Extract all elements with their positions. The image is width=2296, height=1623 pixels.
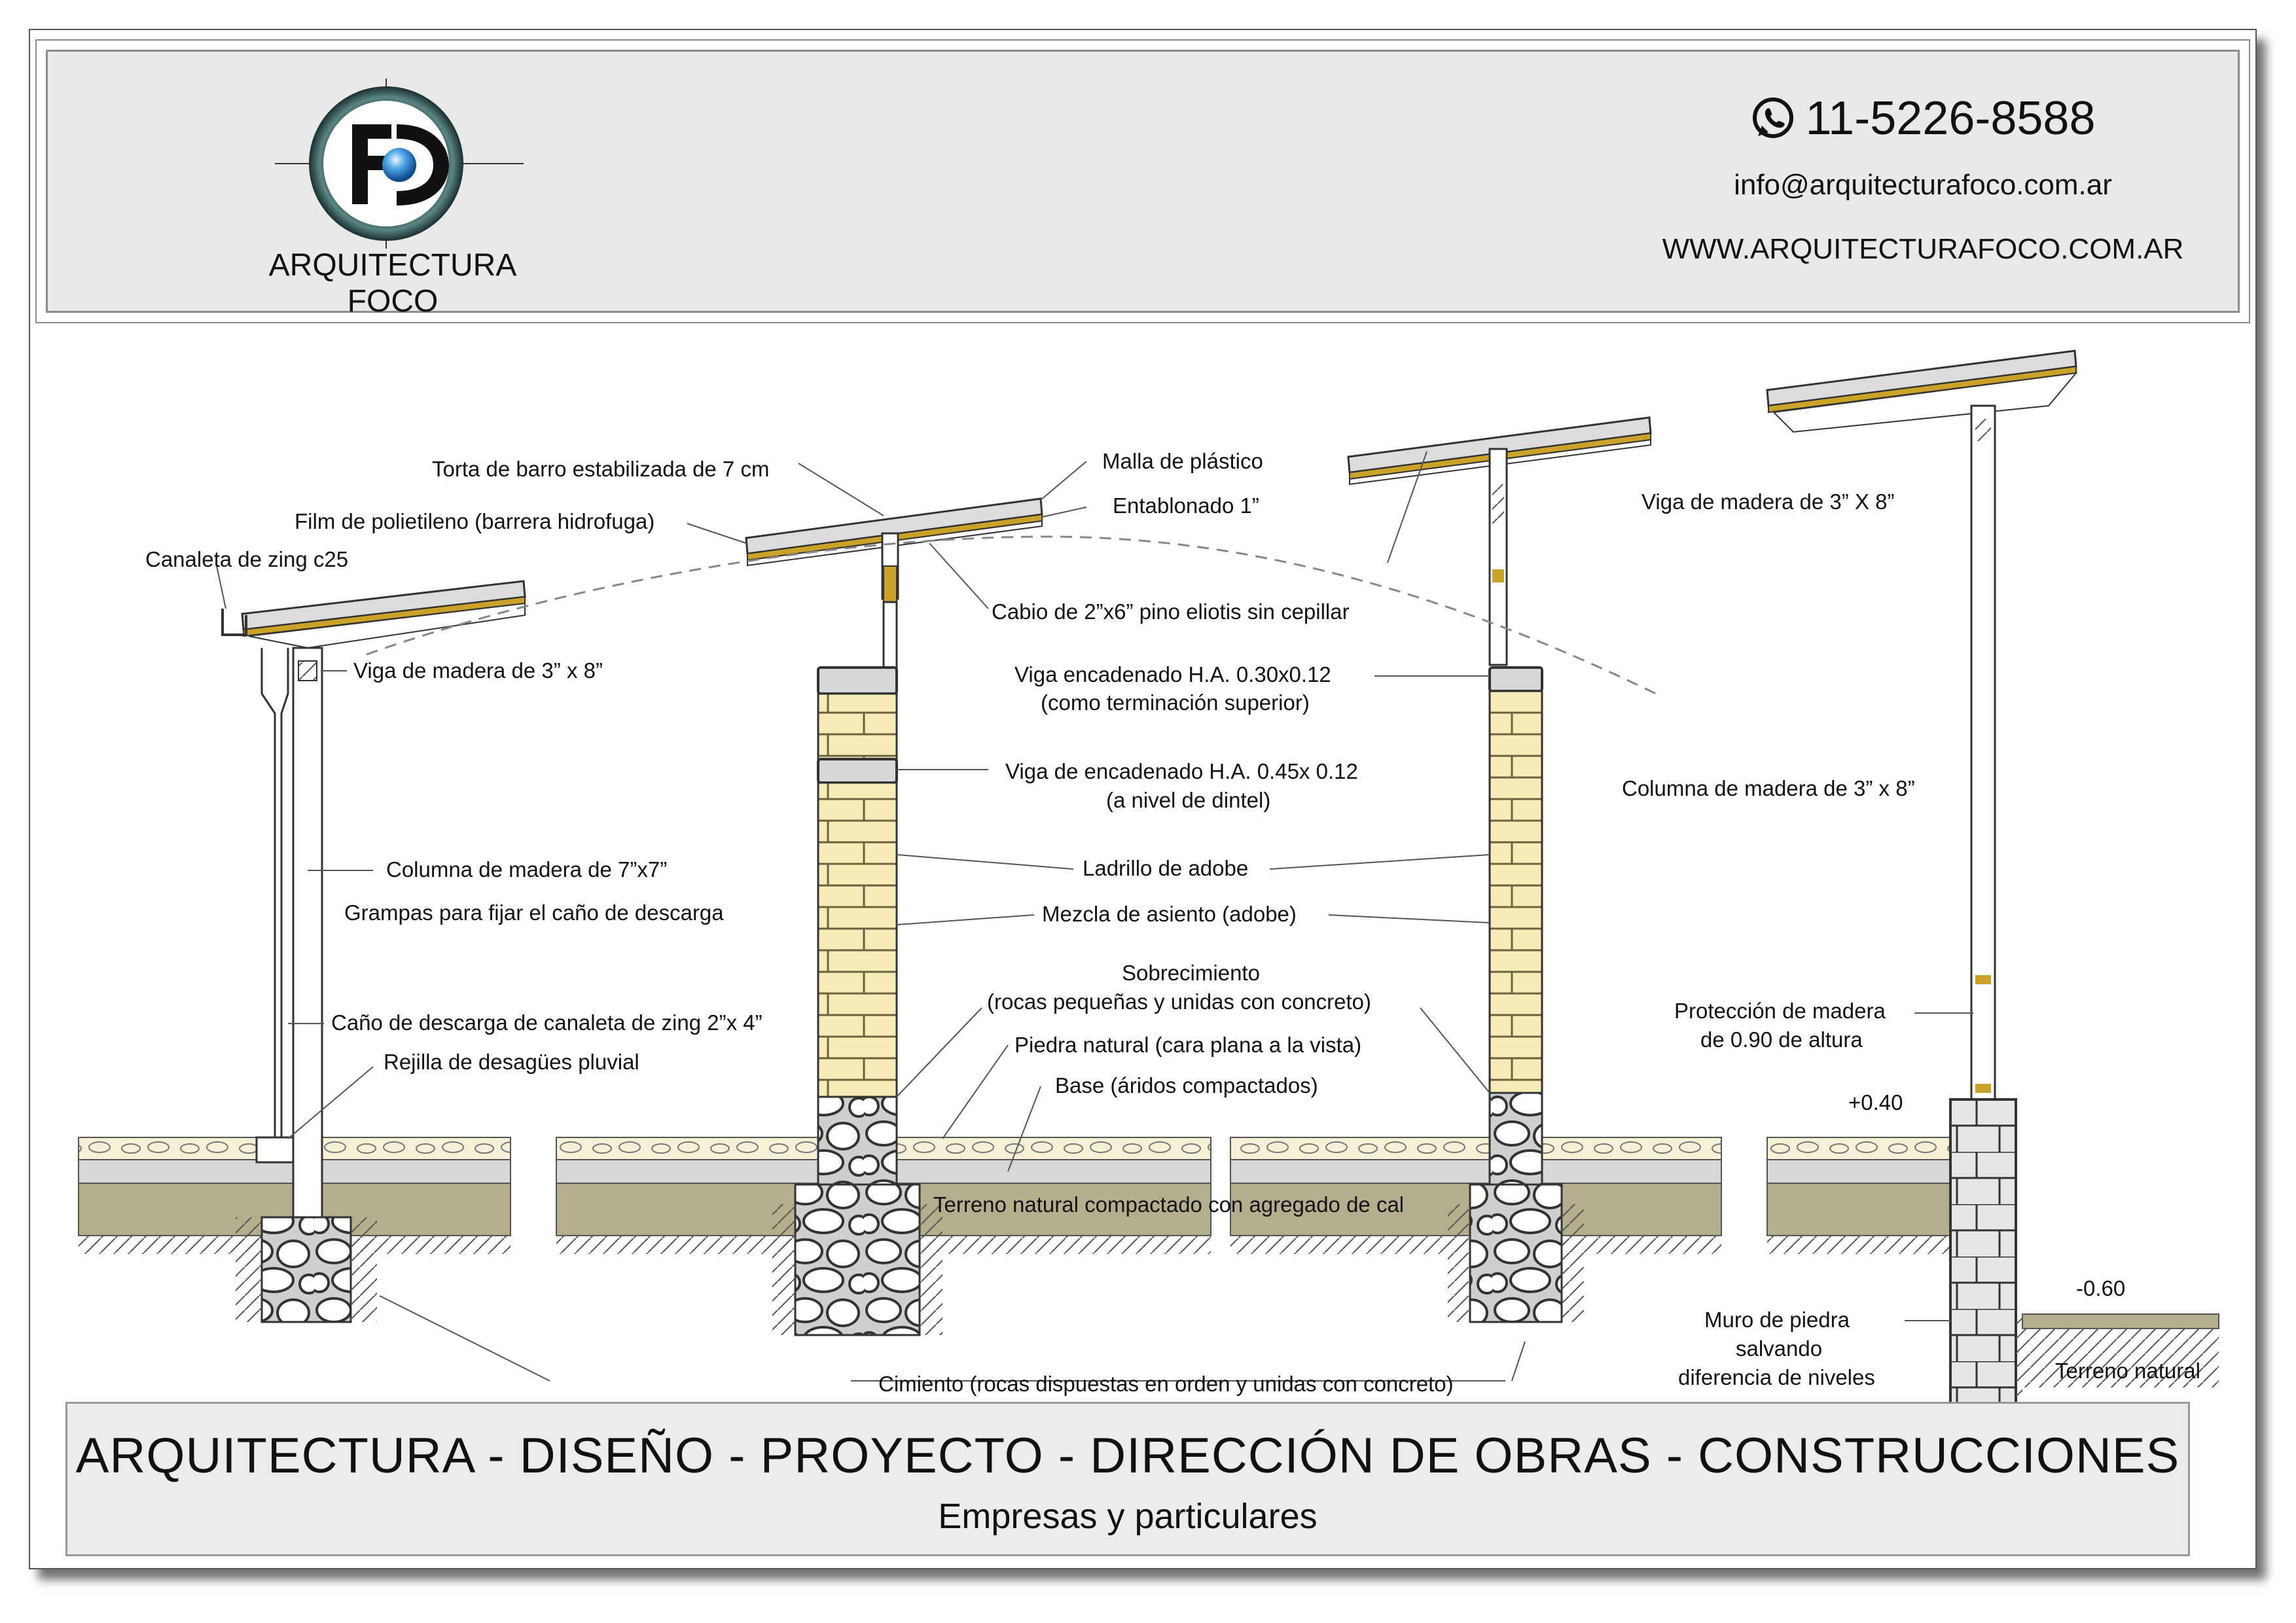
label-sobre-b: (rocas pequeñas y unidas con concreto) bbox=[987, 990, 1372, 1014]
label-proteccion-b: de 0.90 de altura bbox=[1700, 1027, 1863, 1052]
label-cano: Caño de descarga de canaleta de zing 2”x 4” bbox=[331, 1010, 762, 1035]
label-mezcla: Mezcla de asiento (adobe) bbox=[1042, 902, 1297, 926]
label-viga-madera-right: Viga de madera de 3” X 8” bbox=[1641, 490, 1895, 514]
footer-banner bbox=[65, 1402, 2190, 1556]
label-canaleta: Canaleta de zing c25 bbox=[145, 547, 349, 571]
label-ladrillo: Ladrillo de adobe bbox=[1083, 856, 1249, 880]
label-terreno-nat: Terreno natural bbox=[2055, 1359, 2200, 1383]
label-viga-enc-1b: (como terminación superior) bbox=[1041, 690, 1310, 715]
label-columna-right: Columna de madera de 3” x 8” bbox=[1622, 776, 1915, 800]
brand-name: ARQUITECTURA FOCO bbox=[268, 248, 517, 319]
label-viga-enc-2a: Viga de encadenado H.A. 0.45x 0.12 bbox=[1005, 759, 1358, 783]
label-viga-enc-2b: (a nivel de dintel) bbox=[1106, 788, 1271, 812]
label-muro-c: diferencia de niveles bbox=[1678, 1365, 1875, 1389]
label-proteccion-a: Protección de madera bbox=[1674, 999, 1886, 1023]
phone-number[interactable]: 11-5226-8588 bbox=[1805, 92, 2096, 145]
label-base: Base (áridos compactados) bbox=[1055, 1073, 1318, 1097]
label-level-up: +0.40 bbox=[1848, 1090, 1903, 1115]
label-columna-left: Columna de madera de 7”x7” bbox=[386, 857, 668, 882]
email-address[interactable]: info@arquitecturafoco.com.ar bbox=[1734, 169, 2112, 201]
label-terreno-comp: Terreno natural compactado con agregado de cal bbox=[933, 1192, 1405, 1217]
label-cimiento: Cimiento (rocas dispuestas en orden y unidas con concreto) bbox=[878, 1372, 1454, 1396]
label-level-down: -0.60 bbox=[2076, 1276, 2126, 1300]
label-film: Film de polietileno (barrera hidrofuga) bbox=[295, 509, 655, 533]
label-torta: Torta de barro estabilizada de 7 cm bbox=[432, 457, 770, 481]
label-grampas: Grampas para fijar el caño de descarga bbox=[344, 901, 724, 925]
label-muro-b: salvando bbox=[1736, 1336, 1823, 1361]
label-sobre-a: Sobrecimiento bbox=[1122, 961, 1260, 985]
label-malla: Malla de plástico bbox=[1102, 449, 1263, 473]
website-url[interactable]: WWW.ARQUITECTURAFOCO.COM.AR bbox=[1662, 233, 2184, 265]
label-viga-enc-1a: Viga encadenado H.A. 0.30x0.12 bbox=[1014, 662, 1331, 687]
footer-services: ARQUITECTURA - DISEÑO - PROYECTO - DIRECCIÓN DE OBRAS - CONSTRUCCIONES bbox=[75, 1428, 2180, 1484]
terrain-layers bbox=[79, 1137, 2219, 1387]
label-piedra: Piedra natural (cara plana a la vista) bbox=[1014, 1033, 1362, 1057]
label-viga-madera-left: Viga de madera de 3” x 8” bbox=[353, 658, 603, 683]
footer-subtitle: Empresas y particulares bbox=[938, 1497, 1318, 1536]
label-muro-a: Muro de piedra bbox=[1704, 1308, 1850, 1332]
label-cabio: Cabio de 2”x6” pino eliotis sin cepillar bbox=[992, 599, 1350, 624]
label-entablonado: Entablonado 1” bbox=[1113, 493, 1259, 518]
label-rejilla: Rejilla de desagües pluvial bbox=[384, 1050, 639, 1074]
